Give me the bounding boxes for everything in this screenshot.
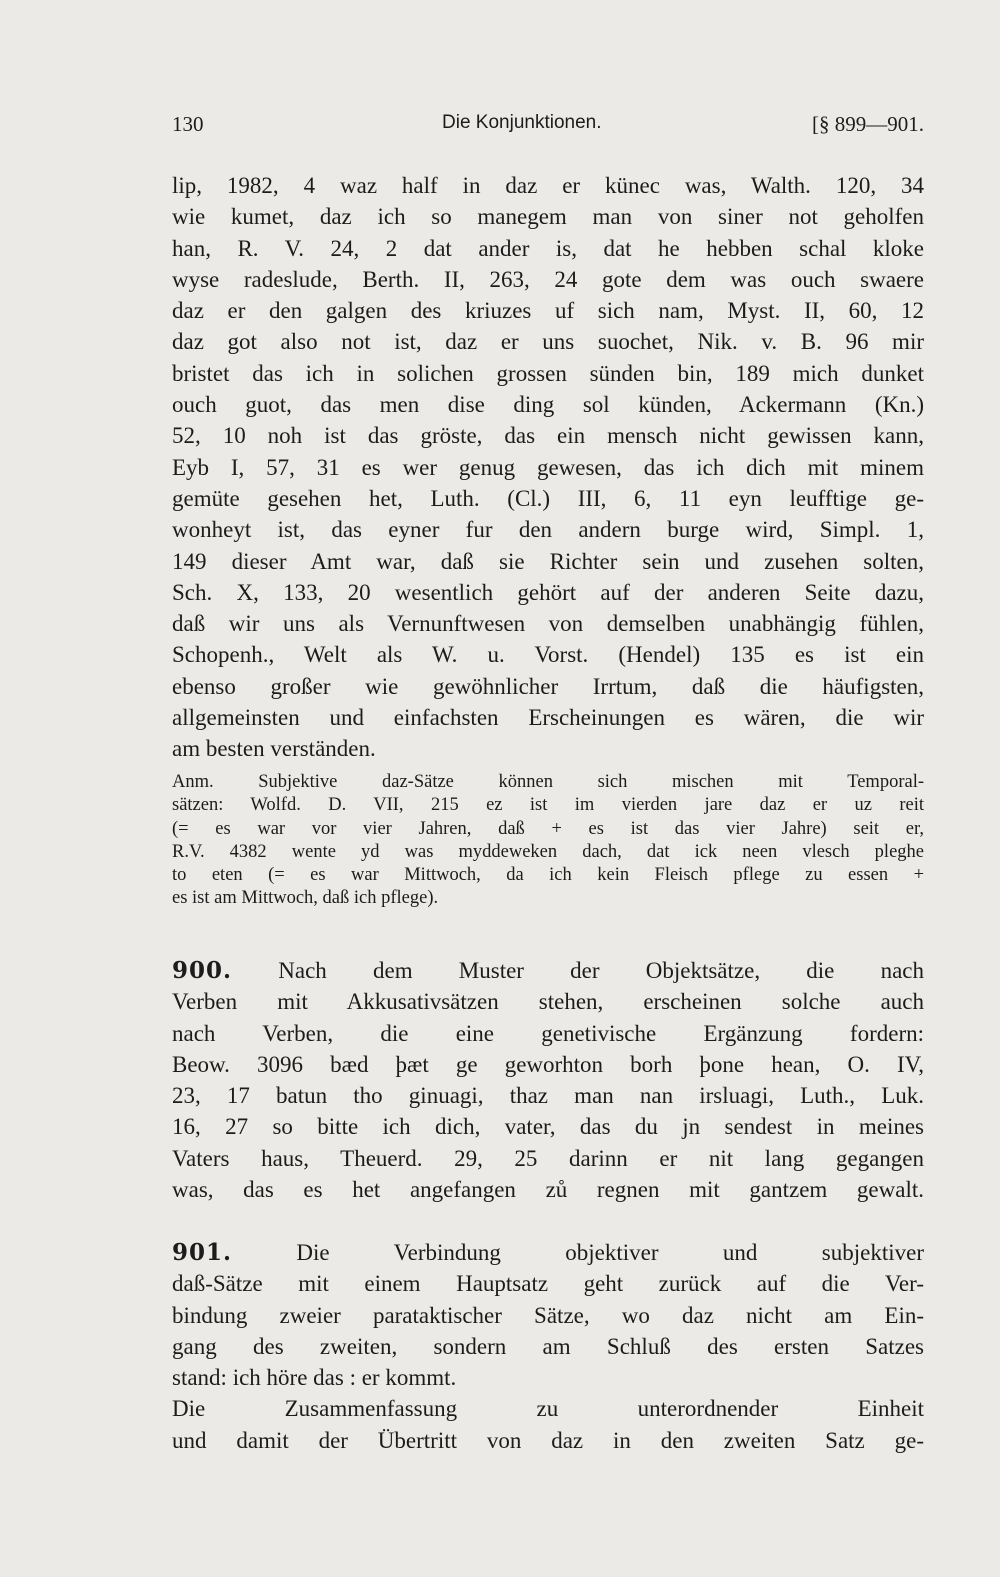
text-line: Vaters haus, Theuerd. 29, 25 darinn er nit lang gegangen bbox=[172, 1145, 924, 1171]
note-line: (= es war vor vier Jahren, daß + es ist das vier Jahre) seit er, bbox=[172, 818, 924, 839]
text-line: Eyb I, 57, 31 es wer genug gewesen, das ich dich mit minem bbox=[172, 454, 924, 480]
text-line: Die Zusammenfassung zu unterordnender Einheit bbox=[172, 1396, 924, 1422]
page-number: 130 bbox=[172, 112, 204, 136]
text-line: gang des zweiten, sondern am Schluß des ersten Satzes bbox=[172, 1333, 924, 1359]
section-number: 900. bbox=[172, 957, 233, 984]
text-line: stand: ich höre das : er kommt. bbox=[172, 1365, 457, 1391]
section-900 bbox=[172, 955, 924, 1205]
text-line: 16, 27 so bitte ich dich, vater, das du jn sendest in meines bbox=[172, 1114, 924, 1140]
text-line: nach Verben, die eine genetivische Ergänzung fordern: bbox=[172, 1020, 924, 1046]
annotation-note bbox=[172, 771, 924, 911]
section-lead-text: Die Verbindung objektiver und subjektiver bbox=[296, 1240, 925, 1265]
section-901 bbox=[172, 1237, 924, 1456]
text-line: wyse radeslude, Berth. II, 263, 24 gote dem was ouch swaere bbox=[172, 266, 924, 292]
text-line: wie kumet, daz ich so manegem man von siner not geholfen bbox=[172, 204, 924, 230]
section-range: [§ 899—901. bbox=[812, 112, 924, 136]
note-line: Anm. Subjektive daz-Sätze können sich mischen mit Temporal- bbox=[172, 772, 924, 792]
text-line: allgemeinsten und einfachsten Erscheinungen es wären, die wir bbox=[172, 705, 924, 731]
text-line: gemüte gesehen het, Luth. (Cl.) III, 6, 11 eyn leufftige ge- bbox=[172, 485, 924, 511]
text-line: bindung zweier parataktischer Sätze, wo daz nicht am Ein- bbox=[172, 1302, 924, 1328]
text-line: bristet das ich in solichen grossen sünden bin, 189 mich dunket bbox=[172, 360, 924, 386]
note-line: to eten (= es war Mittwoch, da ich kein Fleisch pflege zu essen + bbox=[172, 865, 924, 886]
text-line: daß-Sätze mit einem Hauptsatz geht zurück auf die Ver- bbox=[172, 1271, 924, 1297]
section-number: 901. bbox=[172, 1239, 233, 1266]
text-line: Sch. X, 133, 20 wesentlich gehört auf der anderen Seite dazu, bbox=[172, 579, 924, 605]
text-line: Beow. 3096 bæd þæt ge geworhton borh þone hean, O. IV, bbox=[172, 1051, 924, 1077]
page-header bbox=[172, 112, 924, 142]
text-line: am besten verständen. bbox=[172, 736, 376, 762]
note-line: es ist am Mittwoch, daß ich pflege). bbox=[172, 888, 439, 909]
citation-paragraph bbox=[172, 170, 924, 765]
text-line: 149 dieser Amt war, daß sie Richter sein und zusehen solten, bbox=[172, 548, 924, 574]
text-line: ebenso großer wie gewöhnlicher Irrtum, daß die häufigsten, bbox=[172, 673, 924, 699]
text-line: wonheyt ist, das eyner fur den andern burge wird, Simpl. 1, bbox=[172, 517, 924, 543]
text-line: 23, 17 batun tho ginuagi, thaz man nan irsluagi, Luth., Luk. bbox=[172, 1083, 924, 1109]
section-lead-text: Nach dem Muster der Objektsätze, die nach bbox=[278, 958, 925, 983]
note-line: sätzen: Wolfd. D. VII, 215 ez ist im vierden jare daz er uz reit bbox=[172, 795, 924, 816]
text-line: han, R. V. 24, 2 dat ander is, dat he hebben schal kloke bbox=[172, 235, 924, 261]
text-line: daz got also not ist, daz er uns suochet, Nik. v. B. 96 mir bbox=[172, 329, 924, 355]
text-line: Verben mit Akkusativsätzen stehen, erscheinen solche auch bbox=[172, 989, 924, 1015]
text-line bbox=[172, 955, 924, 986]
text-line: 52, 10 noh ist das gröste, das ein mensch nicht gewissen kann, bbox=[172, 423, 924, 449]
text-line bbox=[172, 1237, 924, 1268]
text-line: Schopenh., Welt als W. u. Vorst. (Hendel) 135 es ist ein bbox=[172, 642, 924, 668]
text-line: daß wir uns als Vernunftwesen von demselben unabhängig fühlen, bbox=[172, 611, 924, 637]
text-line: und damit der Übertritt von daz in den zweiten Satz ge- bbox=[172, 1427, 924, 1453]
note-line: R.V. 4382 wente yd was myddeweken dach, dat ick neen vlesch pleghe bbox=[172, 841, 924, 862]
text-line: daz er den galgen des kriuzes uf sich nam, Myst. II, 60, 12 bbox=[172, 298, 924, 324]
text-line: ouch guot, das men dise ding sol künden, Ackermann (Kn.) bbox=[172, 392, 924, 418]
text-line: lip, 1982, 4 waz half in daz er künec was, Walth. 120, 34 bbox=[172, 173, 924, 198]
text-line: was, das es het angefangen zů regnen mit gantzem gewalt. bbox=[172, 1177, 924, 1203]
running-title: Die Konjunktionen. bbox=[442, 112, 602, 133]
